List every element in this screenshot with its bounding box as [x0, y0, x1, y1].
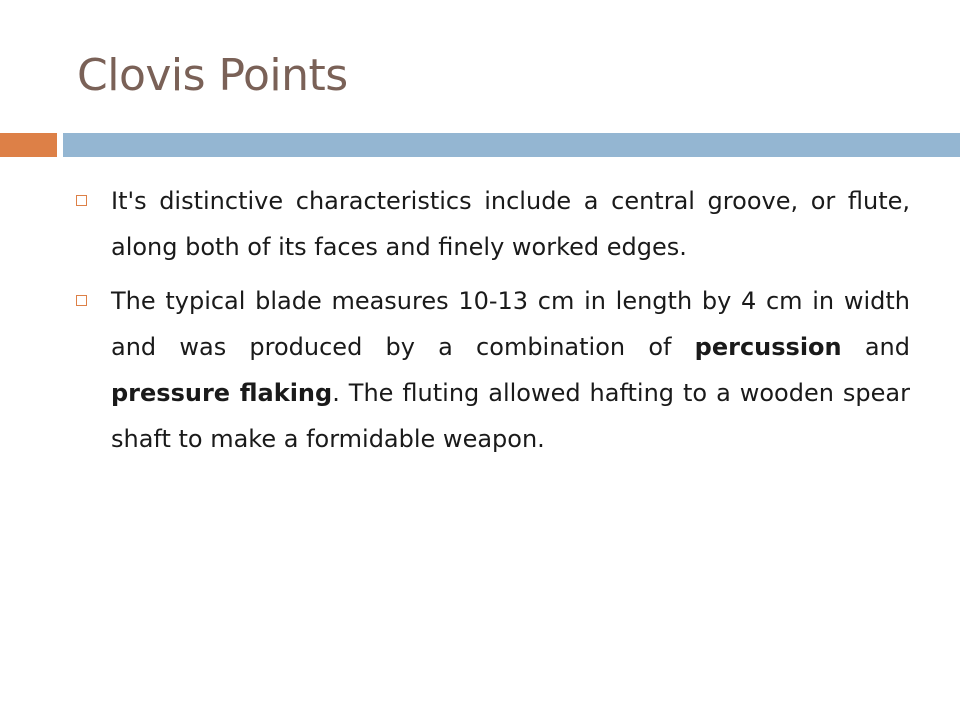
bullet-text-part: The typical blade measures 10-13 cm in length by 4 cm in width and was produced by a combination of [111, 287, 910, 361]
bullet-text: It's distinctive characteristics include a central groove, or flute, along both of its faces and finely worked edges. [111, 187, 910, 261]
accent-bar-orange [0, 133, 57, 157]
bullet-text-part: and [841, 333, 910, 361]
hollow-square-icon [76, 295, 87, 306]
hollow-square-icon [76, 195, 87, 206]
bold-term-percussion: percussion [694, 333, 842, 361]
bullet-item [74, 278, 910, 462]
bullet-list [74, 178, 910, 462]
bullet-text-part: . The fluting allowed hafting to a wooden spear shaft to make a formidable weapon. [111, 379, 910, 453]
bullet-item [74, 178, 910, 270]
accent-bar-blue [63, 133, 960, 157]
slide-title: Clovis Points [77, 50, 348, 101]
bold-term-pressure-flaking: pressure flaking [111, 379, 333, 407]
